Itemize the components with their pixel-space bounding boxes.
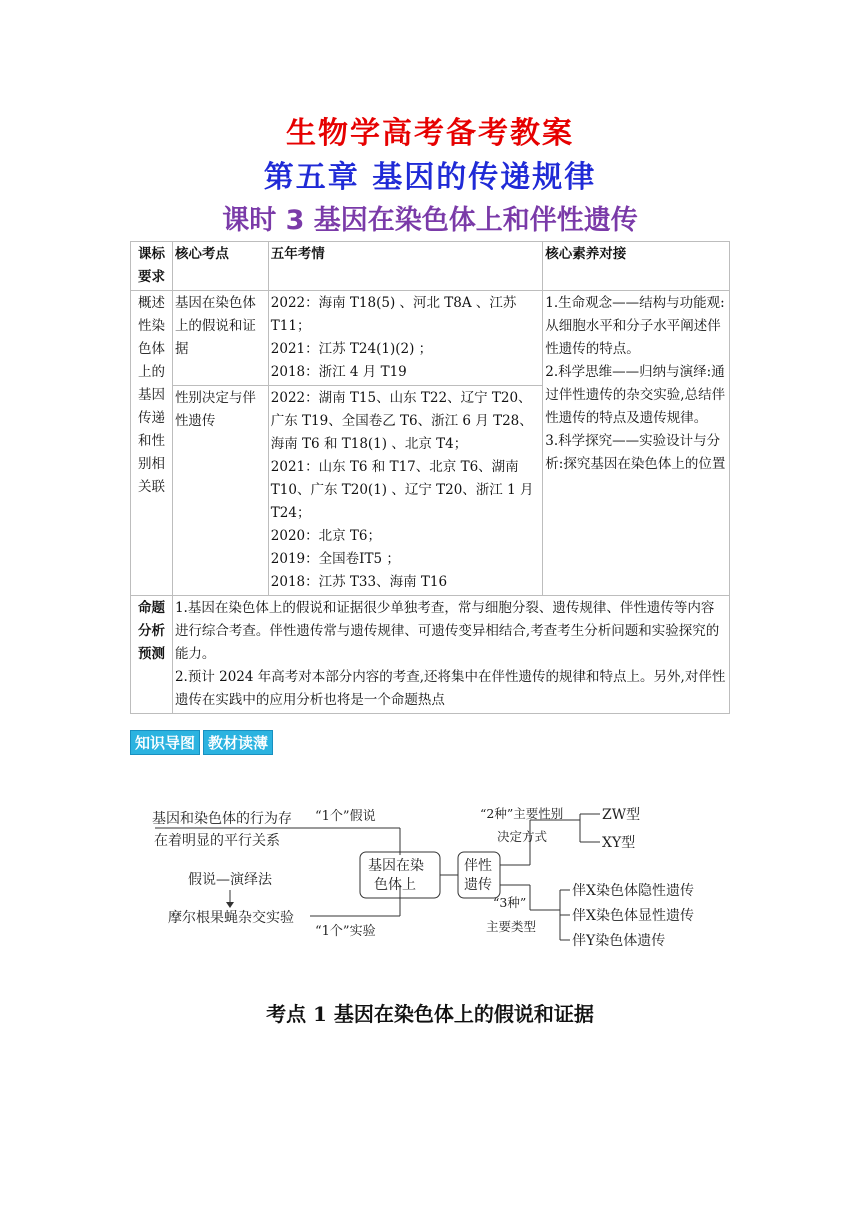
map-zw: ZW型 xyxy=(602,807,641,823)
qingkuang-line: 2018：浙江 4 月 T19 xyxy=(270,364,407,380)
map-xy: XY型 xyxy=(602,835,636,851)
mingti-line: 1.基因在染色体上的假说和证据很少单独考查，常与细胞分裂、遗传规律、伴性遗传等内容进行综合考查。伴性遗传常与遗传规律、可遗传变异相结合,考查考生分析问题和实验探究的能力。 xyxy=(174,600,720,662)
mind-map xyxy=(140,790,740,960)
map-center2b: 遗传 xyxy=(464,877,492,893)
qingkuang-cell xyxy=(268,291,543,386)
map-edge1: “1个”假说 xyxy=(315,809,376,824)
map-edge4a: “3种” xyxy=(493,895,527,910)
map-center1a: 基因在染 xyxy=(368,858,424,874)
kaodian-cell: 性别决定与伴性遗传 xyxy=(172,386,268,596)
map-edge2: “1个”实验 xyxy=(315,924,376,939)
map-type2: 伴X染色体显性遗传 xyxy=(572,908,694,924)
qingkuang-line: 2021：山东 T6 和 T17、北京 T6、湖南 T10、广东 T20(1) 、辽宁 T20、浙江 1 月 T24； xyxy=(270,459,534,521)
suyang-line: 1.生命观念——结构与功能观:从细胞水平和分子水平阐述伴性遗传的特点。 xyxy=(545,295,725,357)
suyang-line: 2.科学思维——归纳与演绎:通过伴性遗传的杂交实验,总结伴性遗传的特点及遗传规律。 xyxy=(545,364,726,426)
qingkuang-line: 2019：全国卷ⅠT5 ； xyxy=(270,551,400,567)
map-left3: 摩尔根果蝇杂交实验 xyxy=(168,910,294,926)
chapter-title: 第五章 基因的传递规律 xyxy=(263,160,597,195)
arrow-down-icon xyxy=(226,902,234,908)
header-kebiao: 课标要求 xyxy=(131,242,173,291)
map-center2a: 伴性 xyxy=(464,858,492,874)
map-edge4b: 主要类型 xyxy=(486,919,537,934)
header-kaodian: 核心考点 xyxy=(172,242,268,291)
suyang-cell xyxy=(543,291,730,596)
qingkuang-line: 2022：海南 T18(5) 、河北 T8A 、江苏 T11； xyxy=(270,295,517,334)
badge-jiaocaidubao: 教材读薄 xyxy=(203,730,273,755)
mingti-label: 命题分析预测 xyxy=(131,596,173,714)
map-left2: 假说—演绎法 xyxy=(188,872,272,888)
mingti-line: 2.预计 2024 年高考对本部分内容的考查,还将集中在伴性遗传的规律和特点上。另外,对伴性遗传在实践中的应用分析也将是一个命题热点 xyxy=(174,669,726,708)
kebiao-cell: 概述性染色体上的基因传递和性别相关联 xyxy=(131,291,173,596)
header-qingkuang: 五年考情 xyxy=(268,242,543,291)
table-row xyxy=(131,596,730,714)
table-header-row xyxy=(131,242,730,291)
badge-zhishidaotu: 知识导图 xyxy=(130,730,200,755)
qingkuang-line: 2022：湖南 T15、山东 T22、辽宁 T20、广东 T19、全国卷乙 T6、浙江 6 月 T28、海南 T6 和 T18(1) 、北京 T4； xyxy=(270,390,533,452)
section-badges xyxy=(130,730,273,755)
doc-title: 生物学高考备考教案 xyxy=(286,116,574,151)
map-type3: 伴Y染色体遗传 xyxy=(572,933,666,949)
map-edge3a: “2种”主要性别 xyxy=(480,806,564,821)
header-suyang: 核心素养对接 xyxy=(543,242,730,291)
table-row xyxy=(131,291,730,386)
section-heading: 考点 1 基因在染色体上的假说和证据 xyxy=(266,1002,594,1026)
map-type1: 伴X染色体隐性遗传 xyxy=(572,883,694,899)
kaodian-cell: 基因在染色体上的假说和证据 xyxy=(172,291,268,386)
lesson-title: 课时 3 基因在染色体上和伴性遗传 xyxy=(222,205,638,236)
suyang-line: 3.科学探究——实验设计与分析:探究基因在染色体上的位置 xyxy=(545,433,726,472)
map-left1a: 基因和染色体的行为存 xyxy=(152,811,292,827)
qingkuang-cell xyxy=(268,386,543,596)
map-center1b: 色体上 xyxy=(374,877,416,893)
overview-table xyxy=(130,241,730,714)
map-edge3b: 决定方式 xyxy=(497,829,548,844)
map-left1b: 在着明显的平行关系 xyxy=(154,833,280,849)
qingkuang-line: 2021：江苏 T24(1)(2) ； xyxy=(270,341,433,357)
qingkuang-line: 2020：北京 T6； xyxy=(270,528,382,544)
mingti-cell xyxy=(172,596,729,714)
qingkuang-line: 2018：江苏 T33、海南 T16 xyxy=(270,574,448,590)
